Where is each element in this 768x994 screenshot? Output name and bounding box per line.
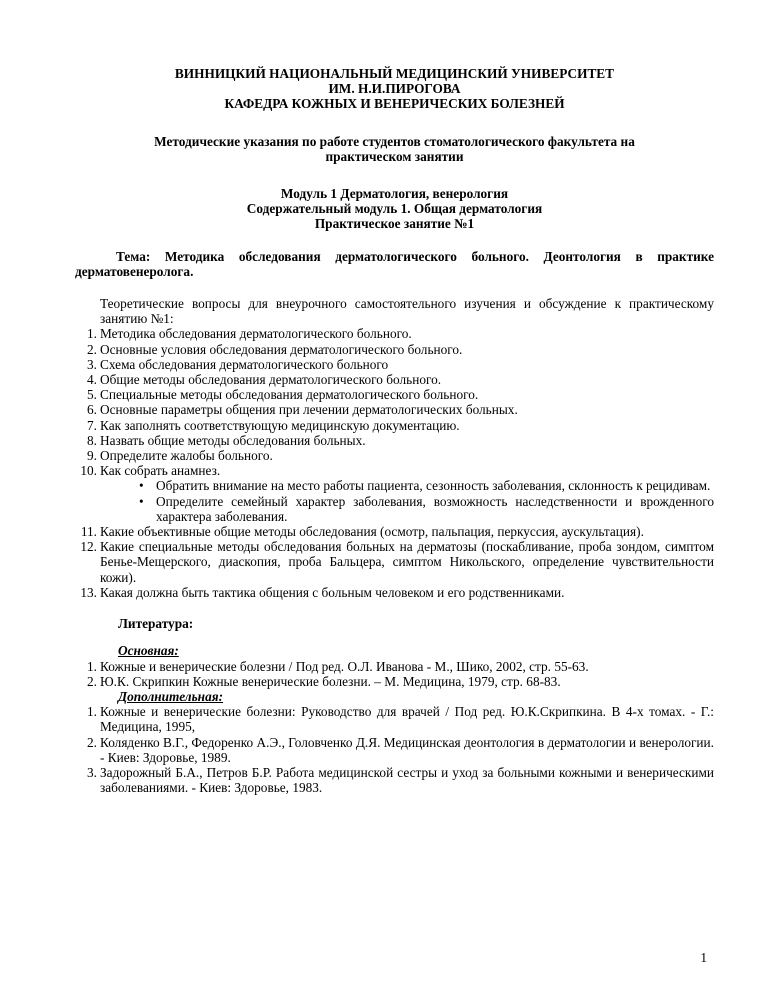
list-item: • Определите семейный характер заболевания, возможность наследственности и врожденного характера заболевания. (139, 493, 714, 524)
bullet-icon: • (139, 493, 144, 509)
module-block (75, 186, 714, 232)
document-page (75, 66, 714, 795)
list-item: 2. Основные условия обследования дерматологического больного. (87, 341, 463, 357)
module-line-2: Содержательный модуль 1. Общая дерматология (246, 201, 543, 217)
module-line-1: Модуль 1 Дерматология, венерология (280, 186, 509, 202)
list-item: 13. Какая должна быть тактика общения с больным человеком и его родственниками. (80, 584, 565, 600)
header-line-2: ИМ. Н.И.ПИРОГОВА (328, 81, 461, 97)
subtitle-line-2: практическом занятии (325, 148, 464, 164)
university-header (75, 66, 714, 112)
list-item: 2. Ю.К. Скрипкин Кожные венерические болезни. – М. Медицина, 1979, стр. 68-83. (87, 673, 561, 689)
list-item: 3. Задорожный Б.А., Петров Б.Р. Работа медицинской сестры и уход за больными кожными и венерическими заболеваниями. - Киев: Здоровье, 1983. (87, 764, 714, 796)
list-item: 2. Коляденко В.Г., Федоренко А.Э., Головченко Д.Я. Медицинская деонтология в дерматологии и венерологии. - Киев: Здоровье, 1989. (87, 734, 714, 765)
list-item: 12. Какие специальные методы обследования больных на дерматозы (поскабливание, проба зондом, симптом Бенье-Мещерского, диаскопия, проба Бальцера, симптом Никольского, определение чувствительности кожи). (80, 539, 714, 585)
questions-intro: Теоретические вопросы для внеурочного самостоятельного изучения и обсуждение к практическому занятию №1: (100, 296, 714, 327)
list-item: 9. Определите жалобы больного. (87, 448, 273, 464)
questions-list-continued (75, 524, 714, 600)
bullet-icon: • (139, 478, 144, 494)
module-line-3: Практическое занятие №1 (314, 216, 475, 232)
list-item: 1. Методика обследования дерматологического больного. (87, 326, 412, 342)
subtitle-line-1: Методические указания по работе студентов стоматологического факультета на (154, 133, 635, 149)
header-line-1: ВИННИЦКИЙ НАЦИОНАЛЬНЫЙ МЕДИЦИНСКИЙ УНИВЕРСИТЕТ (174, 66, 615, 81)
list-item: 8. Назвать общие методы обследования больных. (87, 432, 366, 448)
lesson-topic: Тема: Методика обследования дерматологического больного. Деонтология в практике дерматовенеролога. (75, 248, 714, 279)
document-subtitle (75, 134, 714, 164)
list-item: 3. Схема обследования дерматологического больного (87, 356, 389, 372)
header-line-3: КАФЕДРА КОЖНЫХ И ВЕНЕРИЧЕСКИХ БОЛЕЗНЕЙ (224, 96, 565, 112)
list-item: 4. Общие методы обследования дерматологического больного. (87, 372, 442, 388)
list-item: 5. Специальные методы обследования дерматологического больного. (87, 387, 479, 403)
list-item: 10. Как собрать анамнез. (80, 463, 221, 479)
list-item: 1. Кожные и венерические болезни / Под ред. О.Л. Иванова - М., Шико, 2002, стр. 55-63. (87, 658, 589, 674)
main-literature-label: Основная: (118, 643, 179, 659)
extra-literature-list (75, 704, 714, 795)
anamnesis-subpoints (75, 478, 714, 524)
list-item: 11. Какие объективные общие методы обследования (осмотр, пальпация, перкуссия, аускультация). (80, 524, 644, 540)
extra-literature-label: Дополнительная: (118, 688, 223, 704)
list-item: 6. Основные параметры общения при лечении дерматологических больных. (87, 402, 518, 418)
list-item: 7. Как заполнять соответствующую медицинскую документацию. (87, 417, 460, 433)
questions-list (75, 326, 714, 478)
literature-heading: Литература: (118, 616, 194, 632)
list-item: 1. Кожные и венерические болезни: Руководство для врачей / Под ред. Ю.К.Скрипкина. В 4-х томах. - Г.: Медицина, 1995, (87, 704, 714, 735)
list-item: • Обратить внимание на место работы пациента, сезонность заболевания, склонность к рецидивам. (139, 478, 711, 494)
page-number: 1 (700, 950, 707, 965)
main-literature-list (75, 659, 714, 689)
